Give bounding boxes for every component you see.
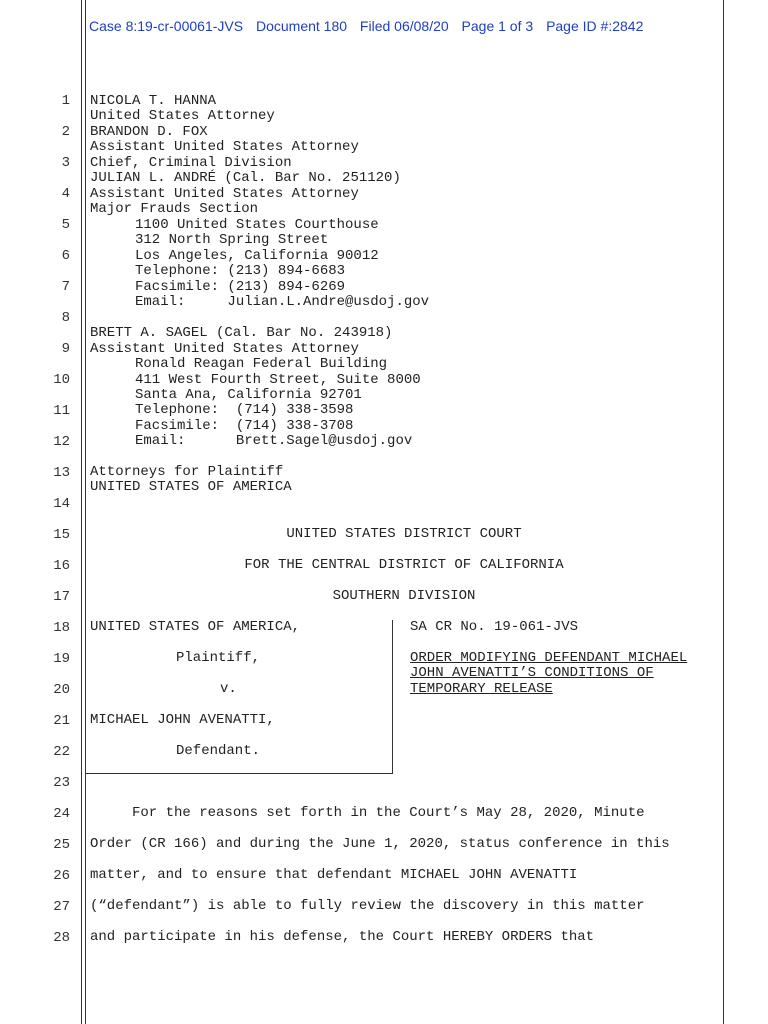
line-number: 6 bbox=[61, 248, 70, 264]
body-line: For the reasons set forth in the Court’s May 28, 2020, Minute bbox=[90, 805, 645, 821]
caption-defendant: MICHAEL JOHN AVENATTI, bbox=[90, 712, 275, 728]
attorney-line: Chief, Criminal Division bbox=[90, 155, 292, 171]
attorney-line: Facsimile: (714) 338-3708 bbox=[135, 418, 354, 434]
caption-defendant-role: Defendant. bbox=[176, 743, 261, 759]
line-number: 22 bbox=[53, 744, 70, 760]
case-number-caption: SA CR No. 19-061-JVS bbox=[410, 619, 579, 635]
line-number: 28 bbox=[53, 930, 70, 946]
attorney-line: Telephone: (714) 338-3598 bbox=[135, 402, 354, 418]
attorney-line: Major Frauds Section bbox=[90, 201, 259, 217]
line-number: 12 bbox=[53, 434, 70, 450]
line-number: 20 bbox=[53, 682, 70, 698]
body-line: Order (CR 166) and during the June 1, 2020, status conference in this bbox=[90, 836, 670, 852]
document-title: JOHN AVENATTI’S CONDITIONS OF bbox=[410, 665, 654, 681]
document-number: Document 180 bbox=[255, 18, 348, 34]
attorney-email: Email: Julian.L.Andre@usdoj.gov bbox=[135, 294, 430, 310]
line-number: 9 bbox=[61, 341, 70, 357]
attorney-line: BRANDON D. FOX bbox=[90, 124, 208, 140]
page-count: Page 1 of 3 bbox=[461, 18, 534, 34]
filed-date: Filed 06/08/20 bbox=[359, 18, 449, 34]
attorney-line: Los Angeles, California 90012 bbox=[135, 248, 379, 264]
line-number: 15 bbox=[53, 527, 70, 543]
attorney-line: Telephone: (213) 894-6683 bbox=[135, 263, 346, 279]
body-line: matter, and to ensure that defendant MICHAEL JOHN AVENATTI bbox=[90, 867, 578, 883]
line-number: 3 bbox=[61, 155, 70, 171]
document-title: TEMPORARY RELEASE bbox=[410, 681, 553, 697]
line-number: 10 bbox=[53, 372, 70, 388]
attorney-line: 1100 United States Courthouse bbox=[135, 217, 379, 233]
ecf-header bbox=[89, 18, 652, 34]
attorneys-for-label: Attorneys for Plaintiff bbox=[90, 464, 284, 480]
line-number: 19 bbox=[53, 651, 70, 667]
attorney-line: United States Attorney bbox=[90, 108, 275, 124]
attorney-line: Facsimile: (213) 894-6269 bbox=[135, 279, 346, 295]
line-number: 2 bbox=[61, 124, 70, 140]
attorney-line: Santa Ana, California 92701 bbox=[135, 387, 362, 403]
line-number: 7 bbox=[61, 279, 70, 295]
right-margin-rule bbox=[723, 0, 724, 1024]
line-number: 16 bbox=[53, 558, 70, 574]
body-line: and participate in his defense, the Court HEREBY ORDERS that bbox=[90, 929, 595, 945]
court-district: FOR THE CENTRAL DISTRICT OF CALIFORNIA bbox=[244, 557, 564, 573]
caption-divider-horizontal bbox=[86, 773, 393, 774]
court-division: SOUTHERN DIVISION bbox=[332, 588, 476, 604]
attorney-line: Assistant United States Attorney bbox=[90, 186, 359, 202]
line-number: 13 bbox=[53, 465, 70, 481]
document-title: ORDER MODIFYING DEFENDANT MICHAEL bbox=[410, 650, 688, 666]
line-number: 11 bbox=[53, 403, 70, 419]
attorney-line: JULIAN L. ANDRÉ (Cal. Bar No. 251120) bbox=[90, 170, 401, 186]
line-number: 8 bbox=[61, 310, 70, 326]
attorney-line: 411 West Fourth Street, Suite 8000 bbox=[135, 372, 421, 388]
attorneys-for-party: UNITED STATES OF AMERICA bbox=[90, 479, 292, 495]
caption-divider-vertical bbox=[392, 620, 393, 774]
line-number: 21 bbox=[53, 713, 70, 729]
line-number: 26 bbox=[53, 868, 70, 884]
body-line: (“defendant”) is able to fully review the discovery in this matter bbox=[90, 898, 645, 914]
line-number: 23 bbox=[53, 775, 70, 791]
line-number: 14 bbox=[53, 496, 70, 512]
page-id: Page ID #:2842 bbox=[546, 18, 644, 34]
attorney-line: Assistant United States Attorney bbox=[90, 139, 359, 155]
attorney-line: Ronald Reagan Federal Building bbox=[135, 356, 388, 372]
line-number: 25 bbox=[53, 837, 70, 853]
line-number: 4 bbox=[61, 186, 70, 202]
caption-plaintiff: UNITED STATES OF AMERICA, bbox=[90, 619, 301, 635]
court-name: UNITED STATES DISTRICT COURT bbox=[286, 526, 522, 542]
left-margin-rule-outer bbox=[81, 0, 82, 1024]
line-number: 27 bbox=[53, 899, 70, 915]
caption-versus: v. bbox=[220, 681, 237, 697]
case-number: Case 8:19-cr-00061-JVS bbox=[89, 18, 244, 34]
line-number: 24 bbox=[53, 806, 70, 822]
line-number: 18 bbox=[53, 620, 70, 636]
attorney-line: Assistant United States Attorney bbox=[90, 341, 359, 357]
line-number: 1 bbox=[61, 93, 70, 109]
caption-plaintiff-role: Plaintiff, bbox=[176, 650, 261, 666]
line-number: 17 bbox=[53, 589, 70, 605]
attorney-line: NICOLA T. HANNA bbox=[90, 93, 217, 109]
attorney-line: BRETT A. SAGEL (Cal. Bar No. 243918) bbox=[90, 325, 393, 341]
line-number: 5 bbox=[61, 217, 70, 233]
attorney-line: 312 North Spring Street bbox=[135, 232, 329, 248]
attorney-email: Email: Brett.Sagel@usdoj.gov bbox=[135, 433, 413, 449]
left-margin-rule-inner bbox=[85, 0, 86, 1024]
